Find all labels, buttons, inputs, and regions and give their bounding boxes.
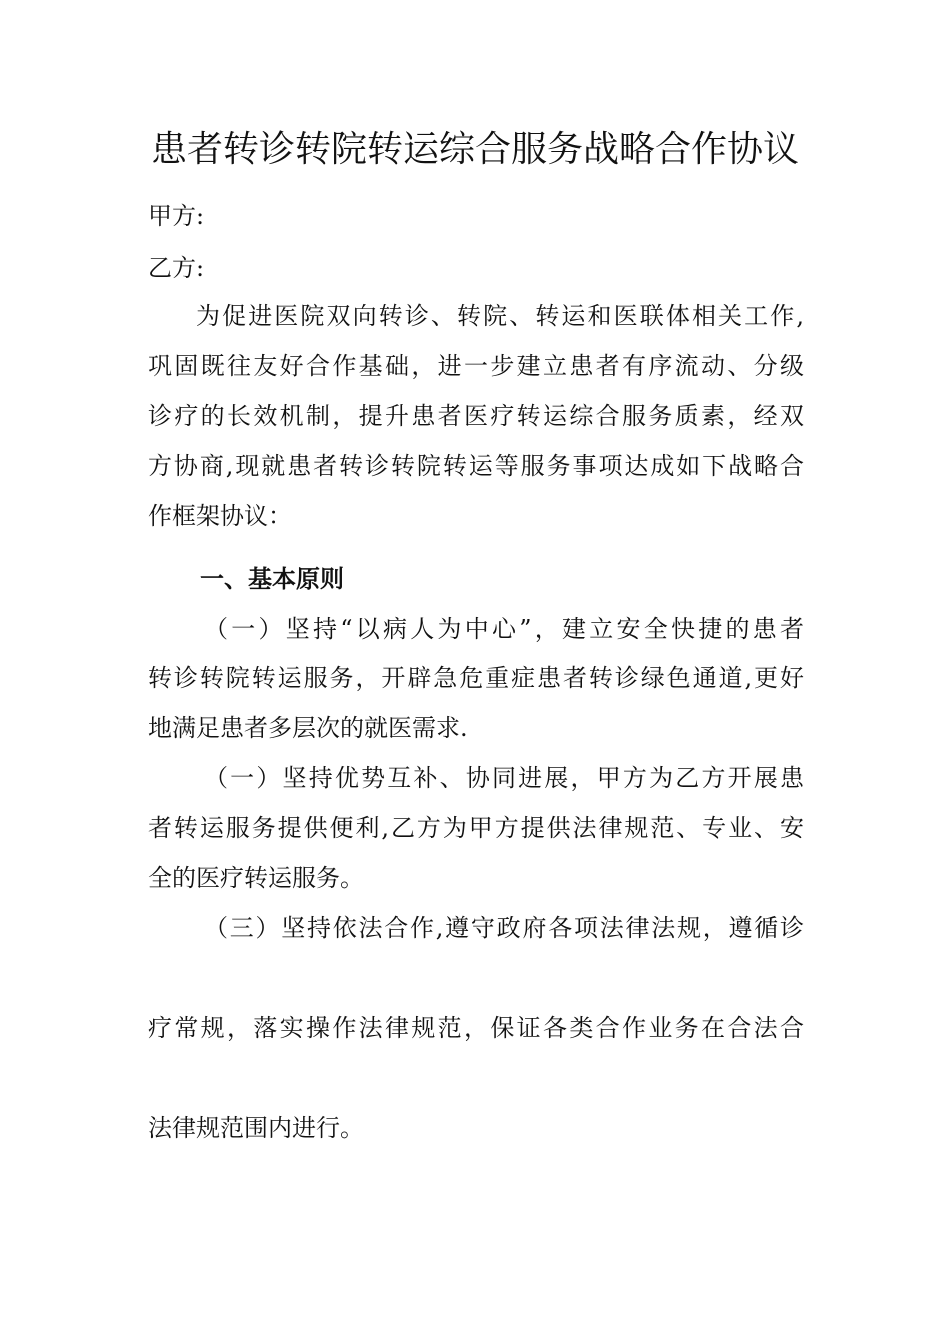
party-a-label: 甲方: xyxy=(148,202,205,230)
section-heading: 一、基本原则 xyxy=(200,565,344,593)
party-b-label: 乙方: xyxy=(148,254,205,282)
intro-line: 诊疗的长效机制，提升患者医疗转运综合服务质素，经双 xyxy=(148,402,804,430)
clause-line: （三）坚持依法合作,遵守政府各项法律法规，遵循诊 xyxy=(204,914,804,942)
clause-line: 者转运服务提供便利,乙方为甲方提供法律规范、专业、安 xyxy=(148,814,804,842)
intro-line: 为促进医院双向转诊、转院、转运和医联体相关工作, xyxy=(196,302,804,330)
clause-line: 转诊转院转运服务，开辟急危重症患者转诊绿色通道,更好 xyxy=(148,664,804,692)
clause-line: （一）坚持“以病人为中心”，建立安全快捷的患者 xyxy=(204,615,804,643)
clause-line: 疗常规，落实操作法律规范，保证各类合作业务在合法合 xyxy=(148,1014,804,1042)
intro-line: 方协商,现就患者转诊转院转运等服务事项达成如下战略合 xyxy=(148,452,804,480)
intro-line: 作框架协议： xyxy=(148,502,292,530)
clause-line: （一）坚持优势互补、协同进展，甲方为乙方开展患 xyxy=(204,764,804,792)
clause-line: 法律规范围内进行。 xyxy=(148,1114,364,1142)
clause-line: 地满足患者多层次的就医需求. xyxy=(148,714,468,742)
intro-line: 巩固既往友好合作基础，进一步建立患者有序流动、分级 xyxy=(148,352,804,380)
document-title: 患者转诊转院转运综合服务战略合作协议 xyxy=(150,129,799,170)
clause-line: 全的医疗转运服务。 xyxy=(148,864,364,892)
